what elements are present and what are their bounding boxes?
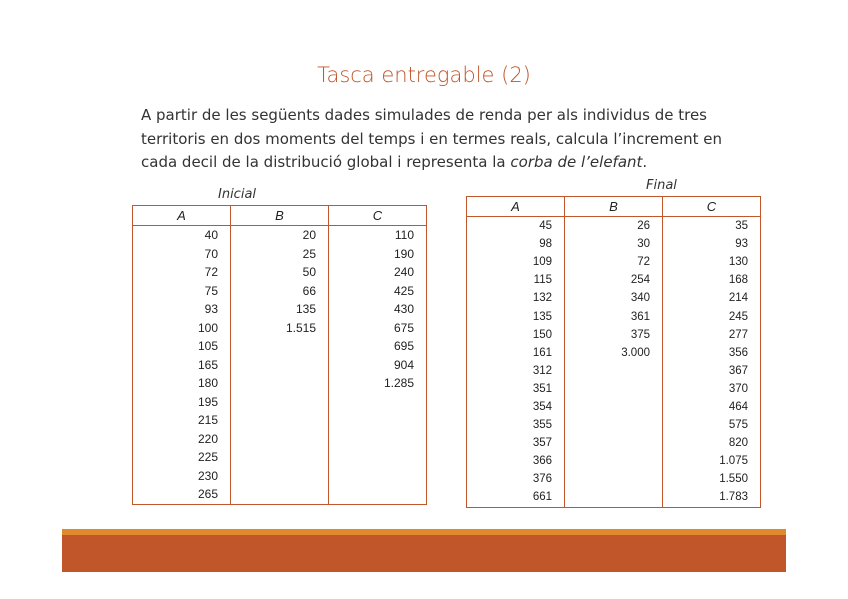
table-row <box>133 282 427 301</box>
table-row <box>133 319 427 338</box>
table-row <box>133 263 427 282</box>
table-cell: 26 <box>565 217 663 236</box>
table-cell <box>231 485 329 504</box>
table-cell: 35 <box>663 217 761 236</box>
table-cell <box>329 485 427 504</box>
table-cell <box>565 380 663 398</box>
table-cell: 135 <box>532 310 552 323</box>
table-cell: 356 <box>663 344 761 362</box>
table-cell: 366 <box>532 455 552 468</box>
table-row <box>467 344 761 362</box>
table-row <box>467 434 761 452</box>
table-row <box>133 430 427 449</box>
table-cell: 254 <box>565 271 663 289</box>
table-cell: 464 <box>663 398 761 416</box>
table-cell: 277 <box>663 326 761 344</box>
column-header: A <box>467 197 565 217</box>
table-row <box>133 245 427 264</box>
table-row <box>467 289 761 307</box>
intro-line-2: territoris en dos moments del temps i en termes reals, calcula l’increment en <box>141 129 723 148</box>
table-cell: 230 <box>197 468 218 483</box>
table-cell: 135 <box>231 300 329 319</box>
table-cell: 376 <box>532 473 552 486</box>
table-row <box>133 393 427 412</box>
table-cell: 98 <box>539 238 552 251</box>
table-row <box>133 448 427 467</box>
table-cell: 190 <box>329 245 427 264</box>
column-header: A <box>133 206 231 226</box>
column-header: B <box>565 197 663 217</box>
table-cell: 93 <box>204 302 218 317</box>
table-cell: 361 <box>565 307 663 325</box>
table-cell: 340 <box>565 289 663 307</box>
table-cell: 695 <box>329 337 427 356</box>
table-cell: 430 <box>329 300 427 319</box>
table-cell: 130 <box>663 253 761 271</box>
table-cell: 66 <box>231 282 329 301</box>
table-cell: 904 <box>329 356 427 375</box>
table-row <box>133 467 427 486</box>
table-row <box>467 416 761 434</box>
table-cell: 375 <box>565 326 663 344</box>
table-cell <box>231 411 329 430</box>
table-cell <box>231 337 329 356</box>
table-header-row <box>133 206 427 226</box>
table-row <box>467 452 761 470</box>
intro-line-3-end: . <box>642 153 648 171</box>
table-cell <box>329 411 427 430</box>
table-cell: 214 <box>663 289 761 307</box>
table-cell: 25 <box>231 245 329 264</box>
intro-line-1: A partir de les següents dades simulades de renda per als individus de tres <box>141 106 708 124</box>
table-row <box>467 398 761 416</box>
table-cell: 367 <box>663 362 761 380</box>
caption-inicial: Inicial <box>218 187 257 202</box>
table-cell: 1.075 <box>663 452 761 470</box>
table-cell: 1.285 <box>329 374 427 393</box>
footer-band <box>62 535 786 572</box>
table-cell: 357 <box>532 437 552 450</box>
table-cell: 575 <box>663 416 761 434</box>
table-row <box>467 271 761 289</box>
table-cell <box>231 448 329 467</box>
table-row <box>133 411 427 430</box>
table-cell: 195 <box>197 394 218 409</box>
table-inicial <box>132 205 427 505</box>
table-row <box>133 356 427 375</box>
caption-final: Final <box>646 178 677 193</box>
table-final <box>466 196 761 508</box>
intro-paragraph <box>141 104 741 175</box>
table-cell <box>565 470 663 488</box>
table-cell: 240 <box>329 263 427 282</box>
table-cell: 180 <box>197 376 218 391</box>
intro-emphasis: corba de l’elefant <box>510 153 643 171</box>
table-cell: 109 <box>532 256 552 269</box>
table-row <box>467 235 761 253</box>
table-header-row <box>467 197 761 217</box>
table-cell: 72 <box>204 265 218 280</box>
table-cell <box>565 416 663 434</box>
table-cell: 30 <box>565 235 663 253</box>
table-cell: 425 <box>329 282 427 301</box>
table-cell <box>329 430 427 449</box>
table-cell: 1.515 <box>231 319 329 338</box>
table-cell <box>565 398 663 416</box>
table-cell <box>565 452 663 470</box>
table-cell <box>565 488 663 507</box>
table-row <box>467 253 761 271</box>
table-row <box>467 470 761 488</box>
column-header: B <box>231 206 329 226</box>
table-cell: 72 <box>565 253 663 271</box>
table-row <box>133 226 427 245</box>
table-cell: 20 <box>231 226 329 245</box>
table-cell <box>231 393 329 412</box>
table-cell: 115 <box>533 274 552 287</box>
table-row <box>467 326 761 344</box>
table-cell: 40 <box>204 228 218 243</box>
table-cell: 370 <box>663 380 761 398</box>
table-cell <box>565 434 663 452</box>
table-cell: 75 <box>204 283 218 298</box>
table-cell: 50 <box>231 263 329 282</box>
intro-line-3: cada decil de la distribució global i representa la <box>141 153 511 171</box>
table-row <box>467 380 761 398</box>
table-cell: 675 <box>329 319 427 338</box>
table-row <box>467 307 761 325</box>
table-cell: 132 <box>532 292 552 305</box>
table-cell <box>231 467 329 486</box>
table-row <box>467 362 761 380</box>
table-cell: 354 <box>532 400 552 413</box>
table-row <box>133 485 427 504</box>
table-cell: 3.000 <box>565 344 663 362</box>
table-cell: 215 <box>197 413 218 428</box>
table-cell: 150 <box>532 328 552 341</box>
table-cell: 100 <box>197 320 218 335</box>
table-cell <box>329 467 427 486</box>
table-cell <box>329 448 427 467</box>
table-cell: 355 <box>532 419 552 432</box>
table-row <box>467 217 761 236</box>
table-row <box>133 337 427 356</box>
table-cell: 70 <box>204 246 218 261</box>
table-cell: 661 <box>532 491 552 504</box>
table-cell: 312 <box>532 364 552 377</box>
table-cell: 351 <box>532 382 552 395</box>
table-row <box>133 374 427 393</box>
table-cell <box>231 430 329 449</box>
table-cell <box>231 374 329 393</box>
table-cell: 105 <box>197 339 218 354</box>
table-cell: 1.783 <box>663 488 761 507</box>
table-row <box>133 300 427 319</box>
slide-title: Tasca entregable (2) <box>317 63 531 87</box>
column-header: C <box>329 206 427 226</box>
table-cell: 225 <box>197 450 218 465</box>
table-cell: 820 <box>663 434 761 452</box>
table-cell: 45 <box>539 220 552 233</box>
table-cell: 265 <box>197 487 218 502</box>
table-cell <box>565 362 663 380</box>
table-cell: 165 <box>197 357 218 372</box>
table-cell: 245 <box>663 307 761 325</box>
table-cell: 161 <box>532 346 552 359</box>
table-row <box>467 488 761 507</box>
table-cell: 220 <box>197 431 218 446</box>
table-cell <box>231 356 329 375</box>
table-cell: 110 <box>329 226 427 245</box>
table-cell: 1.550 <box>663 470 761 488</box>
table-cell: 168 <box>663 271 761 289</box>
table-cell <box>329 393 427 412</box>
table-cell: 93 <box>663 235 761 253</box>
column-header: C <box>663 197 761 217</box>
